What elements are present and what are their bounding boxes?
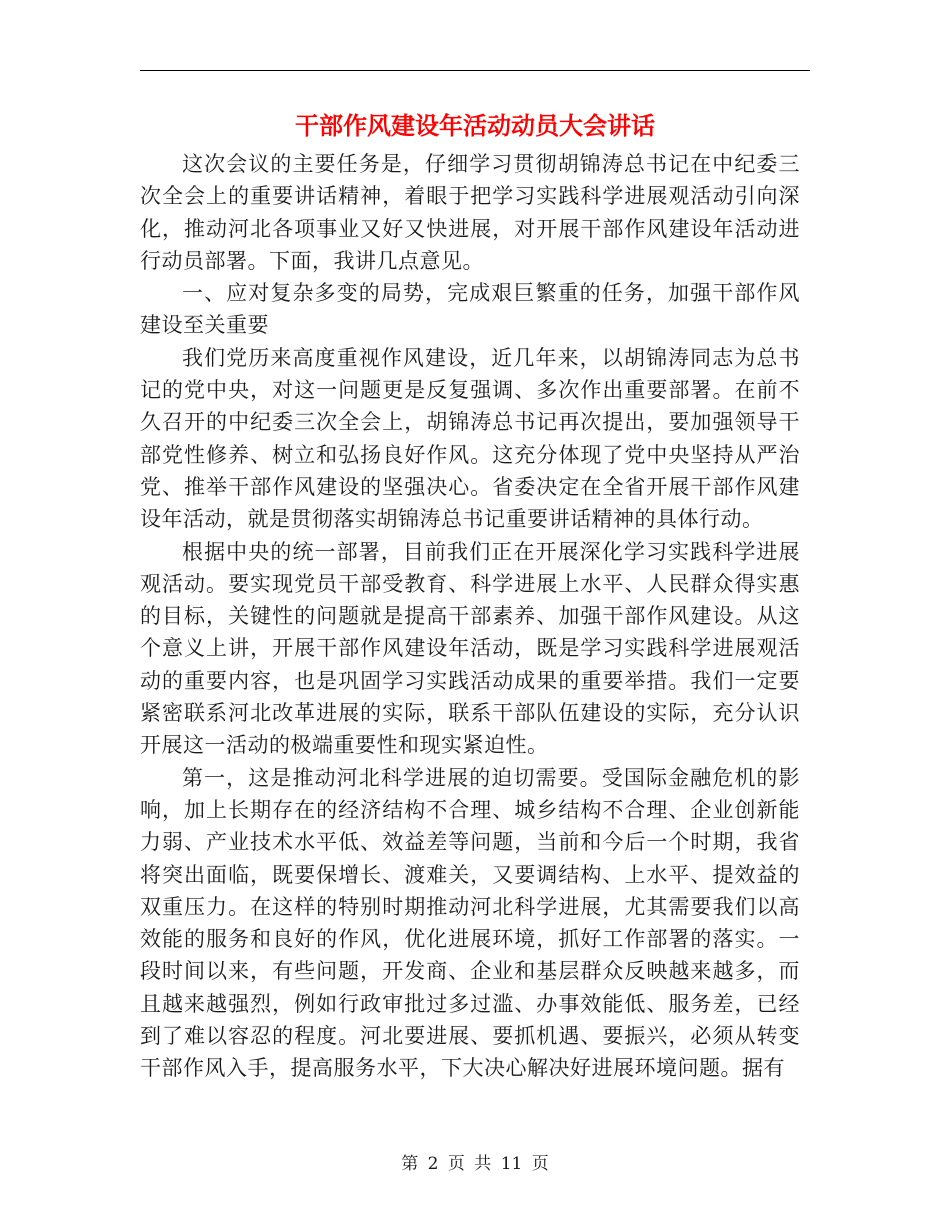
section-heading-1: 一、应对复杂多变的局势，完成艰巨繁重的任务，加强干部作风建设至关重要 bbox=[140, 281, 800, 338]
document-body bbox=[140, 148, 800, 1085]
paragraph-party-style: 我们党历来高度重视作风建设，近几年来，以胡锦涛同志为总书记的党中央，对这一问题更是反复强调、多次作出重要部署。在前不久召开的中纪委三次全会上，胡锦涛总书记再次提出，要加强领导干部党性修养、树立和弘扬良好作风。这充分体现了党中央坚持从严治党、推举干部作风建设的坚强决心。省委决定在全省开展干部作风建设年活动，就是贯彻落实胡锦涛总书记重要讲话精神的具体行动。 bbox=[140, 345, 800, 532]
page-footer: 第 2 页 共 11 页 bbox=[401, 1154, 549, 1174]
document-title: 干部作风建设年活动动员大会讲话 bbox=[295, 112, 655, 140]
paragraph-central-deployment: 根据中央的统一部署，目前我们正在开展深化学习实践科学进展观活动。要实现党员干部受教育、科学进展上水平、人民群众得实惠的目标，关键性的问题就是提高干部素养、加强干部作风建设。从这个意义上讲，开展干部作风建设年活动，既是学习实践科学进展观活动的重要内容，也是巩固学习实践活动成果的重要举措。我们一定要紧密联系河北改革进展的实际，联系干部队伍建设的实际，充分认识开展这一活动的极端重要性和现实紧迫性。 bbox=[140, 539, 800, 758]
header-rule bbox=[140, 70, 810, 71]
paragraph-intro: 这次会议的主要任务是，仔细学习贯彻胡锦涛总书记在中纪委三次全会上的重要讲话精神，着眼于把学习实践科学进展观活动引向深化，推动河北各项事业又好又快进展，对开展干部作风建设年活动进行动员部署。下面，我讲几点意见。 bbox=[140, 152, 800, 273]
paragraph-first-point: 第一，这是推动河北科学进展的迫切需要。受国际金融危机的影响，加上长期存在的经济结构不合理、城乡结构不合理、企业创新能力弱、产业技术水平低、效益差等问题，当前和今后一个时期，我省将突出面临，既要保增长、渡难关，又要调结构、上水平、提效益的双重压力。在这样的特别时期推动河北科学进展，尤其需要我们以高效能的服务和良好的作风，优化进展环境，抓好工作部署的落实。一段时间以来，有些问题，开发商、企业和基层群众反映越来越多，而且越来越强烈，例如行政审批过多过滥、办事效能低、服务差，已经到了难以容忍的程度。河北要进展、要抓机遇、要振兴，必须从转变干部作风入手，提高服务水平，下大决心解决好进展环境问题。据有 bbox=[140, 765, 800, 1081]
